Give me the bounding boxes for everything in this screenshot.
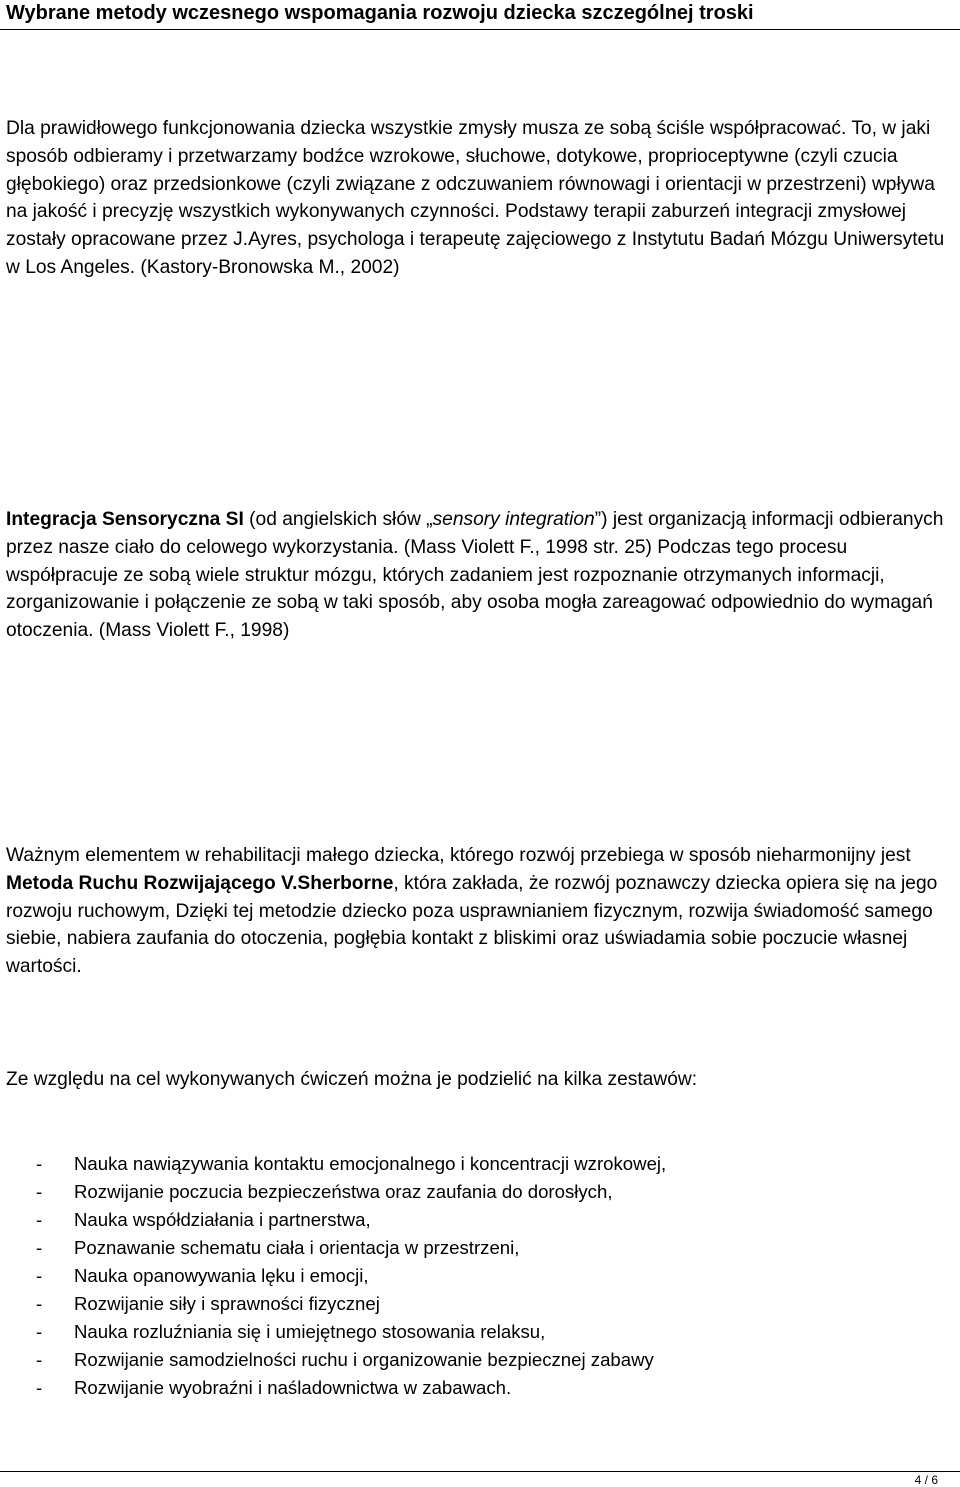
page-number: 4 / 6: [914, 1473, 938, 1487]
paragraph-text-b: , która zakłada, że rozwój poznawczy dziecka opiera się na jego rozwoju ruchowym, Dzięki tej metodzie dziecko poza usprawnianiem fizycznym, rozwija świadomość samego siebie, nabiera zaufania do otoczenia, pogłębia kontakt z bliskimi oraz uświadamia sobie poczucie własnej wartości.: [6, 872, 938, 978]
paragraph-text-a: (od angielskich słów „: [243, 509, 433, 530]
list-item: [6, 1178, 954, 1206]
term-sherborne-method: Metoda Ruchu Rozwijającego V.Sherborne: [6, 872, 394, 894]
paragraph-text: Ze względu na cel wykonywanych ćwiczeń można je podzielić na kilka zestawów:: [6, 1069, 698, 1090]
term-english: sensory integration: [432, 509, 595, 530]
paragraph-sherborne-method: [6, 842, 954, 981]
list-dash: -: [36, 1237, 43, 1258]
list-dash: -: [36, 1153, 43, 1174]
list-dash: -: [36, 1181, 43, 1202]
list-item-text: Nauka nawiązywania kontaktu emocjonalnego i koncentracji wzrokowej,: [74, 1153, 667, 1174]
list-item-text: Nauka rozluźniania się i umiejętnego stosowania relaksu,: [74, 1321, 546, 1342]
paragraph-exercise-sets-intro: [6, 1066, 954, 1094]
list-dash: -: [36, 1209, 43, 1230]
document-title: Wybrane metody wczesnego wspomagania rozwoju dziecka szczególnej troski: [6, 2, 754, 24]
list-dash: -: [36, 1293, 43, 1314]
list-item-text: Nauka współdziałania i partnerstwa,: [74, 1209, 371, 1230]
list-item: [6, 1150, 954, 1178]
list-item-text: Poznawanie schematu ciała i orientacja w przestrzeni,: [74, 1237, 520, 1258]
list-item: [6, 1374, 954, 1402]
list-item: [6, 1206, 954, 1234]
list-dash: -: [36, 1321, 43, 1342]
paragraph-text: Dla prawidłowego funkcjonowania dziecka wszystkie zmysły musza ze sobą ściśle współpracować. To, w jaki sposób odbieramy i przetwarzamy bodźce wzrokowe, słuchowe, dotykowe, proprioceptywne (czyli czucia głębokiego) oraz przedsionkowe (czyli związane z odczuwaniem równowagi i orientacji w przestrzeni) wpływa na jakość i precyzję wszystkich wykonywanych czynności. Podstawy terapii zaburzeń integracji zmysłowej zostały opracowane przez J.Ayres, psychologa i terapeutę zajęciowego z Instytutu Badań Mózgu Uniwersytetu w Los Angeles. (Kastory-Bronowska M., 2002): [6, 118, 945, 278]
list-item-text: Nauka opanowywania lęku i emocji,: [74, 1265, 369, 1286]
list-item-text: Rozwijanie wyobraźni i naśladownictwa w zabawach.: [74, 1377, 512, 1398]
list-dash: -: [36, 1349, 43, 1370]
paragraph-sensory-systems: [6, 115, 954, 282]
list-item: [6, 1346, 954, 1374]
list-dash: -: [36, 1265, 43, 1286]
paragraph-sensory-integration: [6, 506, 954, 645]
paragraph-text-a: Ważnym elementem w rehabilitacji małego dziecka, którego rozwój przebiega w sposób nieharmonijny jest: [6, 845, 911, 866]
list-item-text: Rozwijanie poczucia bezpieczeństwa oraz zaufania do dorosłych,: [74, 1181, 613, 1202]
document-header: [0, 0, 960, 30]
term-sensory-integration: Integracja Sensoryczna SI: [6, 509, 244, 530]
list-item-text: Rozwijanie samodzielności ruchu i organizowanie bezpiecznej zabawy: [74, 1349, 654, 1370]
paragraph-text-b: ”) jest organizacją informacji odbieranych przez nasze ciało do celowego wykorzystania. (Mass Violett F., 1998 str. 25) Podczas tego procesu współpracuje ze sobą wiele struktur mózgu, których zadaniem jest rozpoznanie otrzymanych informacji, zorganizowanie i połączenie ze sobą w taki sposób, aby osoba mogła zareagować odpowiednio do wymagań otoczenia. (Mass Violett F., 1998): [6, 509, 944, 642]
list-item: [6, 1234, 954, 1262]
footer-divider: [0, 1471, 960, 1472]
list-dash: -: [36, 1377, 43, 1398]
exercise-sets-list: [6, 1150, 954, 1402]
list-item: [6, 1262, 954, 1290]
list-item-text: Rozwijanie siły i sprawności fizycznej: [74, 1293, 380, 1314]
list-item: [6, 1318, 954, 1346]
list-item: [6, 1290, 954, 1318]
